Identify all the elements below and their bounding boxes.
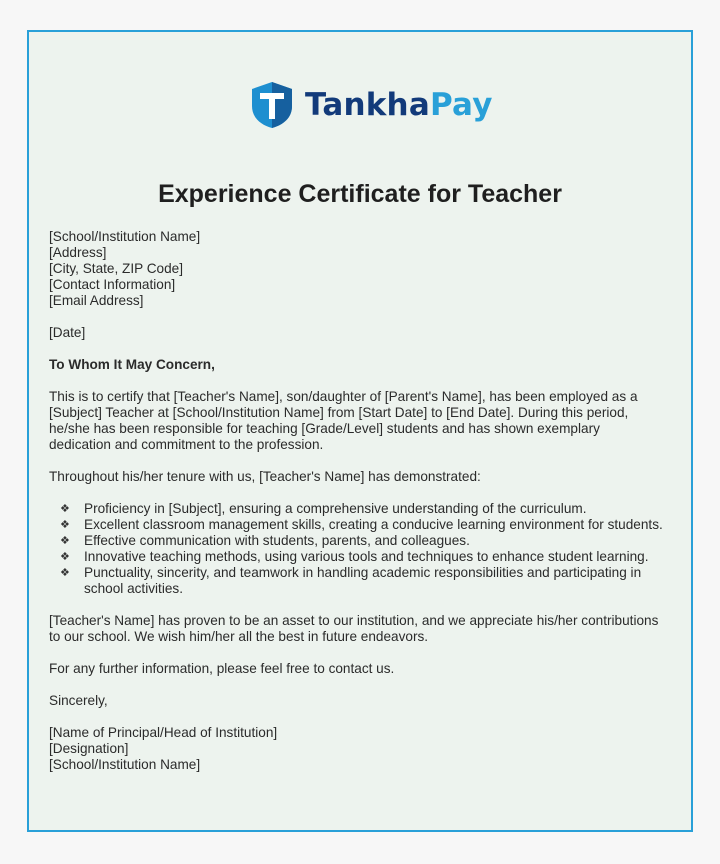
signature-block bbox=[49, 725, 664, 773]
salutation: To Whom It May Concern, bbox=[49, 357, 215, 372]
qualities-list bbox=[49, 501, 664, 597]
brand-name-part2: Pay bbox=[429, 87, 493, 123]
signature-line: [Designation] bbox=[49, 741, 129, 756]
diamond-bullet-icon: ❖ bbox=[60, 535, 70, 547]
list-item-text: Punctuality, sincerity, and teamwork in handling academic responsibilities and participating in school activities. bbox=[84, 565, 642, 596]
asset-paragraph: [Teacher's Name] has proven to be an asset to our institution, and we appreciate his/her contributions to our school. We wish him/her all the best in future endeavors. bbox=[49, 613, 659, 644]
diamond-bullet-icon: ❖ bbox=[60, 551, 70, 563]
list-item-text: Innovative teaching methods, using various tools and techniques to enhance student learning. bbox=[84, 549, 649, 564]
letter-date: [Date] bbox=[49, 325, 86, 340]
signature-line: [School/Institution Name] bbox=[49, 757, 201, 772]
diamond-bullet-icon: ❖ bbox=[60, 519, 70, 531]
address-line: [Contact Information] bbox=[49, 277, 176, 292]
brand-name-part1: Tankha bbox=[305, 87, 430, 123]
signature-line: [Name of Principal/Head of Institution] bbox=[49, 725, 278, 740]
list-item bbox=[49, 533, 664, 549]
intro-paragraph: This is to certify that [Teacher's Name], son/daughter of [Parent's Name], has been employed as a [Subject] Teacher at [School/Institution Name] from [Start Date] to [End Date]. During this period, he/she has been responsible for teaching [Grade/Level] students and has shown exemplary dedication and commitment to the profession. bbox=[49, 389, 638, 452]
address-line: [Email Address] bbox=[49, 293, 144, 308]
list-item bbox=[49, 565, 664, 597]
closing: Sincerely, bbox=[49, 693, 108, 708]
brand-logo bbox=[249, 80, 493, 130]
contact-paragraph: For any further information, please feel free to contact us. bbox=[49, 661, 395, 676]
address-line: [School/Institution Name] bbox=[49, 229, 201, 244]
address-line: [City, State, ZIP Code] bbox=[49, 261, 183, 276]
list-item-text: Effective communication with students, parents, and colleagues. bbox=[84, 533, 470, 548]
diamond-bullet-icon: ❖ bbox=[60, 567, 70, 579]
address-line: [Address] bbox=[49, 245, 107, 260]
list-item bbox=[49, 549, 664, 565]
page-title: Experience Certificate for Teacher bbox=[158, 180, 562, 208]
certificate-frame bbox=[27, 30, 693, 832]
list-item bbox=[49, 517, 664, 533]
list-item bbox=[49, 501, 664, 517]
list-item-text: Excellent classroom management skills, creating a conducive learning environment for students. bbox=[84, 517, 663, 532]
shield-t-icon bbox=[249, 80, 295, 130]
brand-name bbox=[305, 87, 493, 123]
sender-address bbox=[49, 229, 664, 309]
list-item-text: Proficiency in [Subject], ensuring a comprehensive understanding of the curriculum. bbox=[84, 501, 587, 516]
letter-body bbox=[49, 229, 664, 773]
diamond-bullet-icon: ❖ bbox=[60, 503, 70, 515]
demonstrated-intro: Throughout his/her tenure with us, [Teacher's Name] has demonstrated: bbox=[49, 469, 481, 484]
